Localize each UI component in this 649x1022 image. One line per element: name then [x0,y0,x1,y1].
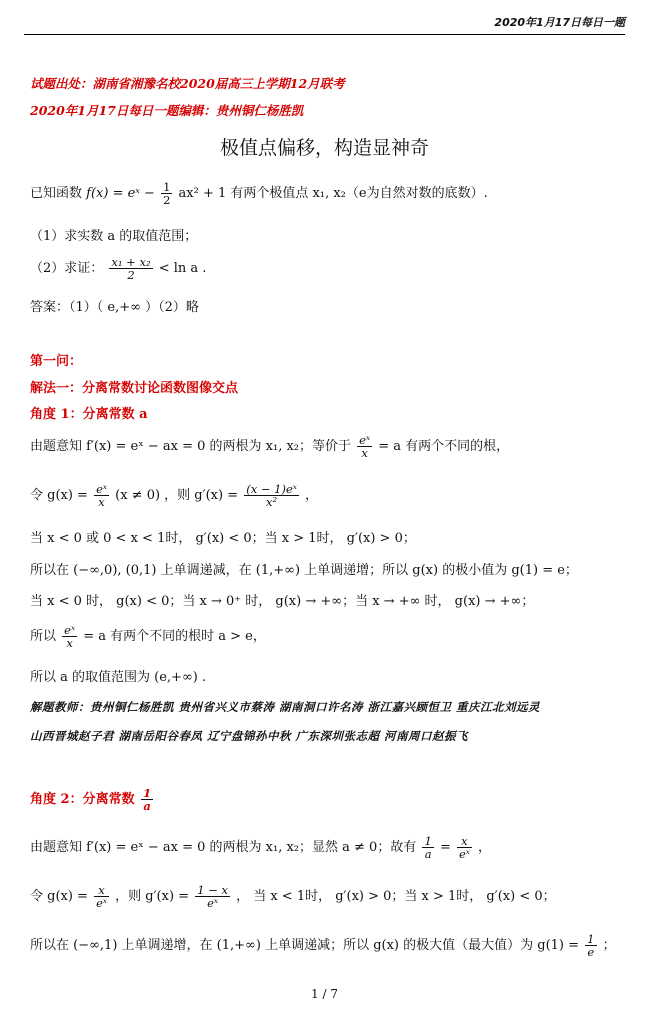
frac-den: x [66,636,73,651]
frac-num: 1 [424,834,432,848]
frac-num: 1 [163,180,171,194]
frac-den: x [98,495,105,510]
stem-rest: ax² + 1 有两个极值点 x₁, x₂（e为自然对数的底数）. [178,186,488,202]
angle1-heading: 角度 1：分离常数 a [30,407,148,422]
q2-suffix: < ln a . [158,261,207,277]
angle2-prefix: 角度 2：分离常数 [30,792,135,808]
teachers-line-2: 山西晋城赵子君 湖南岳阳谷春凤 辽宁盘锦孙中秋 广东深圳张志超 河南周口赵振飞 [30,729,469,743]
frac-den: a [424,847,432,862]
q2-prefix: （2）求证： [30,261,104,277]
text-suffix: = a 有两个不同的根， [378,439,510,455]
frac-den: x² [265,495,278,510]
fraction [457,835,472,860]
fraction [422,835,433,860]
frac-num: x [457,835,472,848]
text-mid: ，则 g′(x) = [115,889,190,905]
page-number: 1 / 7 [311,987,338,1001]
frac-num: eˣ [359,433,371,447]
frac-den: e [587,945,595,960]
angle2-line-1 [30,835,491,860]
angle2-line-3 [30,933,616,958]
frac-den: eˣ [96,896,107,911]
angle1-line-3: 当 x < 0 或 0 < x < 1时， g′(x) < 0；当 x > 1时， g′(x) > 0； [30,531,416,546]
angle2-line-2 [30,884,556,909]
answer-line: 答案：（1）（ e,+∞ ）（2）略 [30,300,199,315]
frac-den: 2 [127,268,135,283]
frac-den: x [361,446,368,461]
q2-fraction [109,256,152,281]
source-line: 试题出处：湖南省湘豫名校2020届高三上学期12月联考 [30,76,345,91]
page-header: 2020年1月17日每日一题 [494,16,625,29]
editor-line: 2020年1月17日每日一题编辑：贵州铜仁杨胜凯 [30,103,304,118]
text-prefix: 由题意知 f′(x) = eˣ − ax = 0 的两根为 x₁, x₂；等价于 [30,439,352,455]
text-mid: (x ≠ 0) ，则 g′(x) = [115,488,239,504]
fraction [141,787,153,812]
part1-heading: 第一问： [30,354,83,369]
frac-num: 1 − x [197,883,228,897]
text-prefix: 所以在 (−∞,1) 上单调递增，在 (1,+∞) 上单调递减；所以 g(x) 的极大值（最大值）为 g(1) = [30,938,580,954]
fraction [94,483,109,508]
fraction-derivative [195,884,230,909]
method1-heading: 解法一：分离常数讨论函数图像交点 [30,381,239,396]
angle1-line-1 [30,434,509,459]
text-prefix: 由题意知 f′(x) = eˣ − ax = 0 的两根为 x₁, x₂；显然 a ≠ 0；故有 [30,840,417,856]
stem-fx: f(x) = eˣ − [86,186,155,202]
text-prefix: 令 g(x) = [30,488,88,504]
teachers-line-1: 解题教师：贵州铜仁杨胜凯 贵州省兴义市蔡涛 湖南洞口许名涛 浙江嘉兴顾恒卫 重庆江北刘远灵 [30,700,541,714]
text-suffix: ， 当 x < 1时， g′(x) > 0；当 x > 1时， g′(x) < 0； [236,889,556,905]
frac-den: 2 [163,193,171,208]
fraction [62,624,77,649]
frac-den: a [143,799,151,814]
page-title: 极值点偏移，构造显神奇 [219,137,429,159]
equals-sign: = [439,840,451,856]
angle1-line-2 [30,483,318,508]
frac-num: eˣ [64,623,76,637]
angle1-line-5: 当 x < 0 时， g(x) < 0；当 x → 0⁺ 时， g(x) → +∞；当 x → +∞ 时， g(x) → +∞； [30,594,535,609]
angle1-line-7: 所以 a 的取值范围为 (e,+∞) . [30,670,207,685]
frac-num: 1 [587,932,595,946]
frac-den: eˣ [207,896,218,911]
text-suffix: ， [478,840,492,856]
fraction-half [161,181,172,206]
question-1: （1）求实数 a 的取值范围； [30,229,198,244]
text-suffix: ， [305,488,319,504]
fraction-derivative [244,483,299,508]
text-prefix: 令 g(x) = [30,889,88,905]
text-suffix: ； [602,938,616,954]
frac-num: 1 [143,786,152,800]
frac-num: x₁ + x₂ [111,255,151,269]
stem-prefix: 已知函数 [30,186,83,202]
frac-den: eˣ [458,847,470,862]
text-prefix: 所以 [30,629,57,645]
angle1-line-4: 所以在 (−∞,0), (0,1) 上单调递减，在 (1,+∞) 上单调递增；所以 g(x) 的极小值为 g(1) = e； [30,563,578,578]
fraction [357,434,372,459]
question-2 [30,256,206,281]
frac-num: eˣ [96,482,107,496]
angle2-heading [30,787,155,812]
problem-stem [30,181,488,206]
angle1-line-6 [30,624,266,649]
frac-num: x [94,884,109,897]
frac-num: (x − 1)eˣ [246,482,297,496]
text-suffix: = a 有两个不同的根时 a > e， [83,629,266,645]
fraction [585,933,596,958]
header-rule [24,34,625,35]
fraction [94,884,109,909]
